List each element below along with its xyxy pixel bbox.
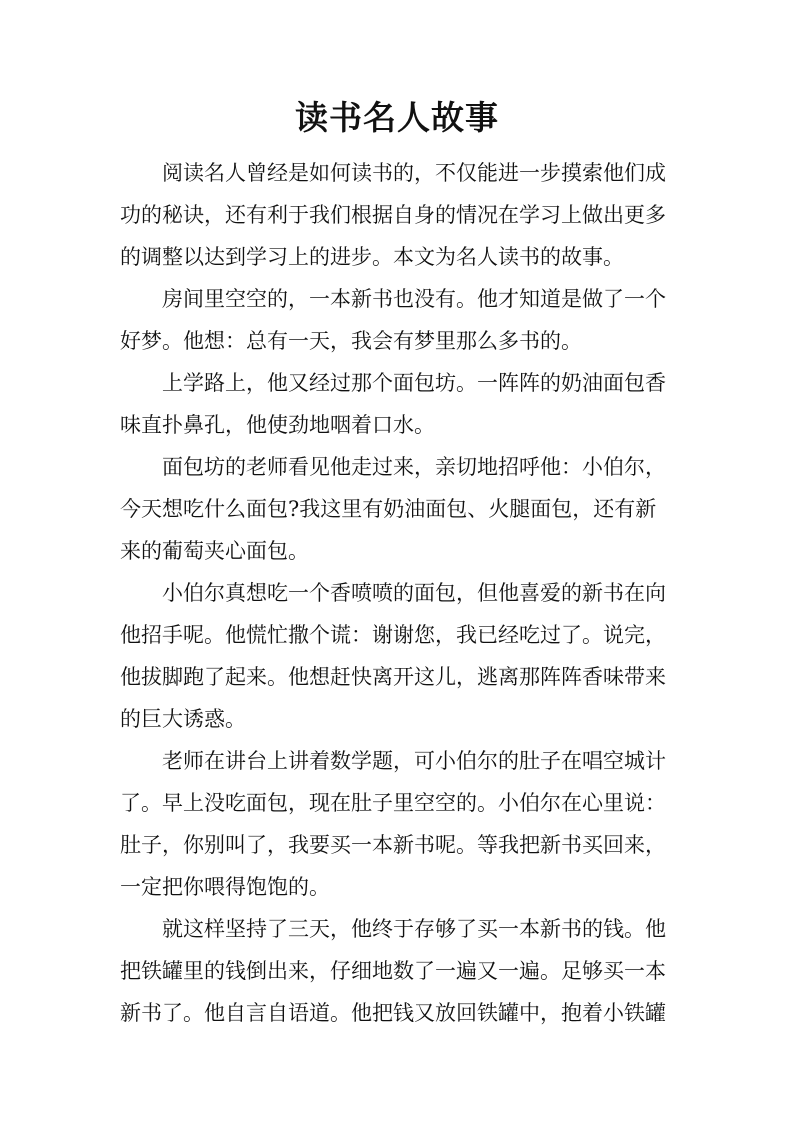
paragraph-1 xyxy=(120,152,680,278)
paragraph-line: 老师在讲台上讲着数学题，可小伯尔的肚子在唱空城计 xyxy=(120,749,666,773)
paragraph-line: 房间里空空的，一本新书也没有。他才知道是做了一个 xyxy=(120,287,666,311)
paragraph-6 xyxy=(120,740,680,908)
paragraph-2 xyxy=(120,278,680,362)
paragraph-line: 阅读名人曾经是如何读书的，不仅能进一步摸索他们成 xyxy=(120,161,666,185)
paragraph-line: 他拔脚跑了起来。他想赶快离开这儿，逃离那阵阵香味带来 xyxy=(120,665,666,689)
paragraph-7 xyxy=(120,908,680,1034)
paragraph-line: 的巨大诱惑。 xyxy=(120,707,246,731)
paragraph-4 xyxy=(120,446,680,572)
paragraph-3 xyxy=(120,362,680,446)
paragraph-line: 他招手呢。他慌忙撒个谎：谢谢您，我已经吃过了。说完， xyxy=(120,623,666,647)
paragraph-line: 就这样坚持了三天，他终于存够了买一本新书的钱。他 xyxy=(120,917,666,941)
paragraph-line: 味直扑鼻孔，他使劲地咽着口水。 xyxy=(120,413,435,437)
paragraph-line: 的调整以达到学习上的进步。本文为名人读书的故事。 xyxy=(120,245,624,269)
document-title: 读书名人故事 xyxy=(295,98,499,137)
paragraph-line: 小伯尔真想吃一个香喷喷的面包，但他喜爱的新书在向 xyxy=(120,581,666,605)
paragraph-line: 新书了。他自言自语道。他把钱又放回铁罐中，抱着小铁罐 xyxy=(120,1001,666,1025)
paragraph-5 xyxy=(120,572,680,740)
paragraph-line: 面包坊的老师看见他走过来，亲切地招呼他：小伯尔， xyxy=(120,455,666,479)
paragraph-line: 来的葡萄夹心面包。 xyxy=(120,539,309,563)
paragraph-line: 把铁罐里的钱倒出来，仔细地数了一遍又一遍。足够买一本 xyxy=(120,959,666,983)
paragraph-line: 一定把你喂得饱饱的。 xyxy=(120,875,330,899)
paragraph-line: 功的秘诀，还有利于我们根据自身的情况在学习上做出更多 xyxy=(120,203,666,227)
paragraph-line: 今天想吃什么面包?我这里有奶油面包、火腿面包，还有新 xyxy=(120,497,657,521)
paragraph-line: 肚子，你别叫了，我要买一本新书呢。等我把新书买回来， xyxy=(120,833,666,857)
paragraph-line: 好梦。他想：总有一天，我会有梦里那么多书的。 xyxy=(120,329,582,353)
paragraph-line: 上学路上，他又经过那个面包坊。一阵阵的奶油面包香 xyxy=(120,371,666,395)
paragraph-line: 了。早上没吃面包，现在肚子里空空的。小伯尔在心里说： xyxy=(120,791,666,815)
